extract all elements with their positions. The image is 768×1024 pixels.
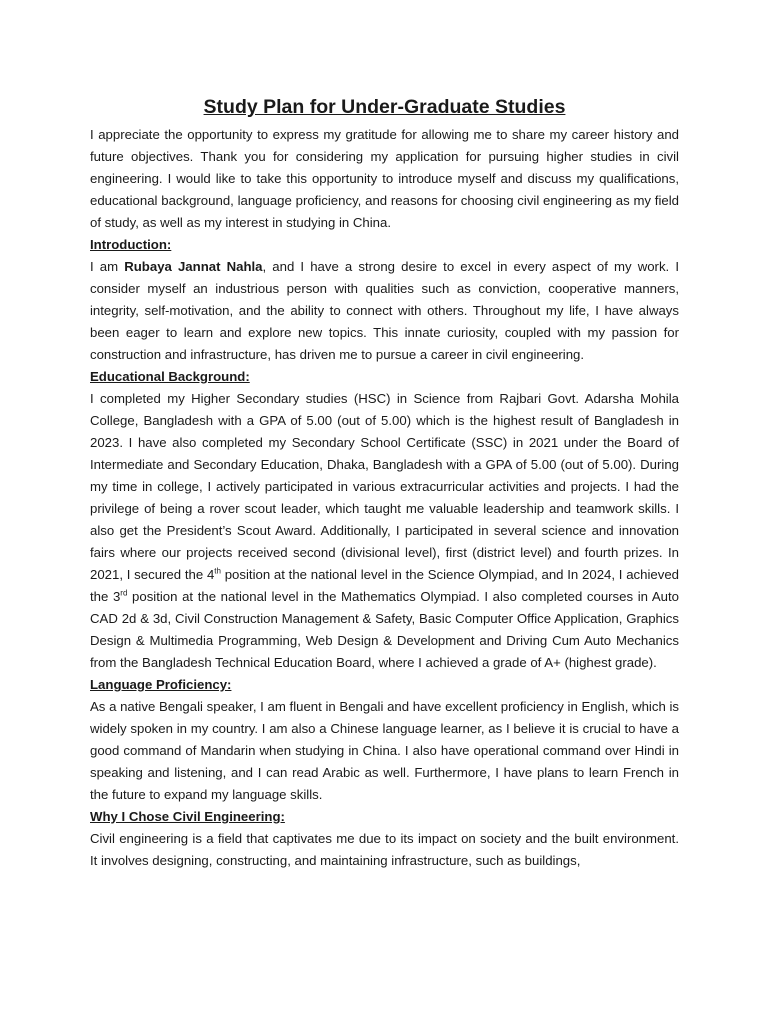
ordinal-suffix-rd: rd xyxy=(120,588,128,598)
language-proficiency-heading: Language Proficiency: xyxy=(90,677,232,692)
introduction-paragraph xyxy=(90,256,679,366)
applicant-name: Rubaya Jannat Nahla xyxy=(124,259,263,274)
education-text-part2: position at the national level in the Science Olympiad, and In 2024, I achieved the 3 xyxy=(90,567,679,604)
why-civil-engineering-heading: Why I Chose Civil Engineering: xyxy=(90,809,285,824)
educational-background-heading: Educational Background: xyxy=(90,369,250,384)
education-text-part1: I completed my Higher Secondary studies (HSC) in Science from Rajbari Govt. Adarsha Mohila College, Bangladesh with a GPA of 5.00 (out of 5.00) which is the highest result of Bangladesh in 2023. I have also completed my Secondary School Certificate (SSC) in 2021 under the Board of Intermediate and Secondary Education, Dhaka, Bangladesh with a GPA of 5.00 (out of 5.00). During my time in college, I actively participated in various extracurricular activities and projects. I had the privilege of being a rover scout leader, which taught me valuable leadership and teamwork skills. I also get the President’s Scout Award. Additionally, I participated in several science and innovation fairs where our projects received second (divisional level), first (district level) and fourth prizes. In 2021, I secured the 4 xyxy=(90,391,679,582)
education-text-part3: position at the national level in the Mathematics Olympiad. I also completed courses in Auto CAD 2d & 3d, Civil Construction Management & Safety, Basic Computer Office Application, Graphics Design & Multimedia Programming, Web Design & Development and Driving Cum Auto Mechanics from the Bangladesh Technical Education Board, where I achieved a grade of A+ (highest grade). xyxy=(90,589,679,670)
introduction-heading: Introduction: xyxy=(90,237,172,252)
introduction-text-rest: , and I have a strong desire to excel in every aspect of my work. I consider myself an industrious person with qualities such as conviction, cooperative manners, integrity, self-motivation, and the ability to connect with others. Throughout my life, I have always been eager to learn and explore new topics. This innate curiosity, coupled with my passion for construction and infrastructure, has driven me to pursue a career in civil engineering. xyxy=(90,259,679,362)
document-page xyxy=(90,92,679,872)
ordinal-suffix-th: th xyxy=(214,566,221,576)
introduction-text-start: I am xyxy=(90,259,125,274)
intro-paragraph: I appreciate the opportunity to express my gratitude for allowing me to share my career history and future objectives. Thank you for considering my application for pursuing higher studies in civil engineering. I would like to take this opportunity to introduce myself and discuss my qualifications, educational background, language proficiency, and reasons for choosing civil engineering as my field of study, as well as my interest in studying in China. xyxy=(90,127,679,230)
language-proficiency-paragraph: As a native Bengali speaker, I am fluent in Bengali and have excellent proficiency in English, which is widely spoken in my country. I am also a Chinese language learner, as I believe it is crucial to have a good command of Mandarin when studying in China. I also have operational command over Hindi in speaking and listening, and I can read Arabic as well. Furthermore, I have plans to learn French in the future to expand my language skills. xyxy=(90,699,679,802)
educational-background-paragraph xyxy=(90,388,679,674)
document-title: Study Plan for Under-Graduate Studies xyxy=(203,96,566,118)
why-civil-engineering-paragraph: Civil engineering is a field that captivates me due to its impact on society and the built environment. It involves designing, constructing, and maintaining infrastructure, such as buildings, xyxy=(90,831,679,868)
